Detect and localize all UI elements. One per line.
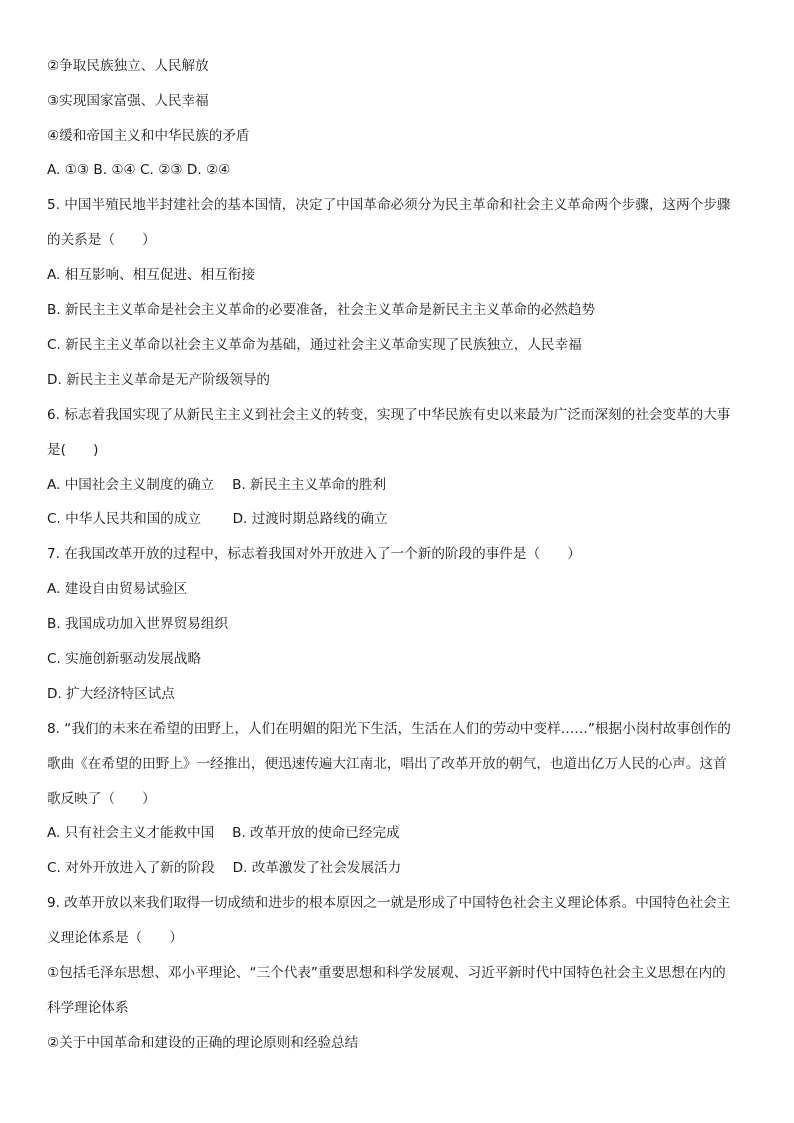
- question-7-text: 7. 在我国改革开放的过程中，标志着我国对外开放进入了一个新的阶段的事件是（ ）: [47, 546, 581, 562]
- option-line: ③实现国家富强、人民幸福: [47, 93, 209, 109]
- question-5-text: 的关系是（ ）: [47, 232, 156, 248]
- question-5-text: 5. 中国半殖民地半封建社会的基本国情，决定了中国革命必须分为民主革命和社会主义革命两个步骤，这两个步骤: [47, 197, 731, 213]
- option-line: 科学理论体系: [47, 1000, 129, 1016]
- choice-b: B. 新民主主义革命是社会主义革命的必要准备，社会主义革命是新民主主义革命的必然趋势: [47, 302, 596, 318]
- choices-ab: A. 只有社会主义才能救中国 B. 改革开放的使命已经完成: [47, 825, 400, 841]
- choice-d: D. 新民主主义革命是无产阶级领导的: [47, 372, 271, 388]
- question-9-text: 义理论体系是（ ）: [47, 930, 183, 946]
- choice-a: A. 相互影响、相互促进、相互衔接: [47, 267, 256, 283]
- option-line: ②争取民族独立、人民解放: [47, 58, 209, 74]
- question-6-text: 是( ): [47, 442, 99, 458]
- option-line: ①包括毛泽东思想、邓小平理论、“三个代表”重要思想和科学发展观、习近平新时代中国特色社会主义思想在内的: [47, 965, 726, 981]
- question-8-text: 歌曲《在希望的田野上》一经推出，便迅速传遍大江南北，唱出了改革开放的朝气，也道出亿万人民的心声。这首: [47, 756, 727, 772]
- choices-cd: C. 中华人民共和国的成立 D. 过渡时期总路线的确立: [47, 511, 388, 527]
- question-9-text: 9. 改革开放以来我们取得一切成绩和进步的根本原因之一就是形成了中国特色社会主义理论体系。中国特色社会主: [47, 895, 731, 911]
- question-8-text: 歌反映了（ ）: [47, 791, 156, 807]
- option-line: ④缓和帝国主义和中华民族的矛盾: [47, 128, 250, 144]
- choice-d: D. 扩大经济特区试点: [47, 686, 175, 702]
- choice-a: A. 建设自由贸易试验区: [47, 581, 188, 597]
- option-line: ②关于中国革命和建设的正确的理论原则和经验总结: [47, 1035, 359, 1051]
- question-8-text: 8. “我们的未来在希望的田野上，人们在明媚的阳光下生活，生活在人们的劳动中变样……”根据小岗村故事创作的: [47, 721, 731, 737]
- question-6-text: 6. 标志着我国实现了从新民主主义到社会主义的转变，实现了中华民族有史以来最为广泛而深刻的社会变革的大事: [47, 407, 731, 423]
- choice-c: C. 实施创新驱动发展战略: [47, 651, 202, 667]
- choice-b: B. 我国成功加入世界贸易组织: [47, 616, 229, 632]
- choice-c: C. 新民主主义革命以社会主义革命为基础，通过社会主义革命实现了民族独立，人民幸福: [47, 337, 582, 353]
- choices-cd: C. 对外开放进入了新的阶段 D. 改革激发了社会发展活力: [47, 860, 402, 876]
- answer-choices: A. ①③ B. ①④ C. ②③ D. ②④: [47, 162, 231, 178]
- choices-ab: A. 中国社会主义制度的确立 B. 新民主主义革命的胜利: [47, 477, 387, 493]
